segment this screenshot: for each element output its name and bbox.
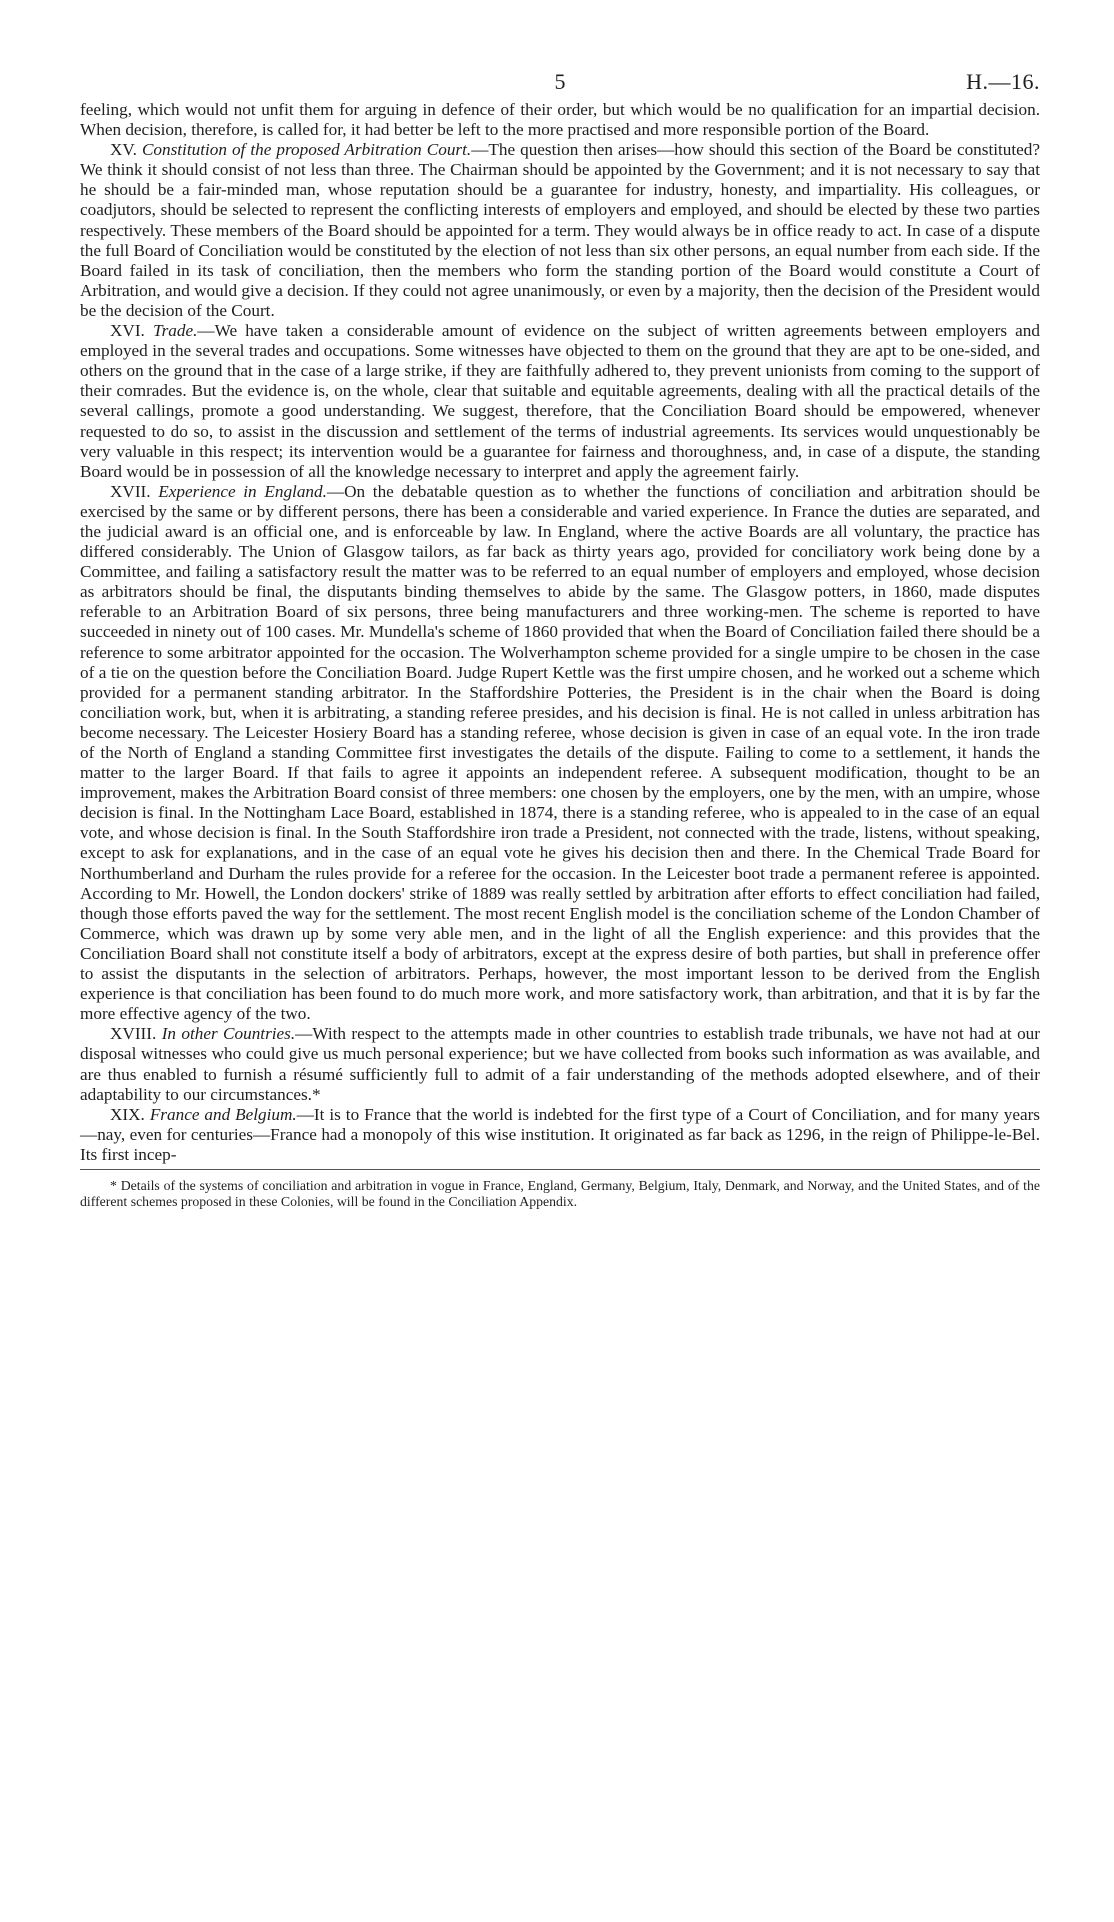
paragraph-text: —The question then arises—how should this section of the Board be constituted? We think it should consist of not less than three. The Chairman should be appointed by the Government; and it is not necessary to say that he should be a fair-minded man, whose reputation should be a guarantee for industry, honesty, and impartiality. His colleagues, or coadjutors, should be selected to represent the conflicting interests of employers and employed, and should be elected by these two parties respectively. These members of the Board should be appointed for a term. They would always be in office ready to act. In case of a dispute the full Board of Conciliation would be constituted by the election of not less than six other persons, an equal number from each side. If the Board failed in its task of conciliation, then the members who form the standing portion of the Board would constitute a Court of Arbitration, and would give a decision. If they could not agree unanimously, or even by a majority, then the decision of the President would be the decision of the Court. (80, 140, 1041, 320)
document-reference: H.—16. (966, 69, 1040, 94)
paragraph-text: —We have taken a considerable amount of evidence on the subject of written agreements between employers and employed in the several trades and occupations. Some witnesses have objected to them on the ground that they are apt to be one-sided, and others on the ground that in the case of a large strike, if they are faithfully adhered to, they prevent unionists from coming to the support of their comrades. But the evidence is, on the whole, clear that suitable and equitable agreements, dealing with all the practical details of the several callings, promote a good understanding. We suggest, therefore, that the Conciliation Board should be empowered, whenever requested to do so, to assist in the discussion and settlement of the terms of industrial agreements. Its services would unquestionably be very valuable in this respect; its intervention would be a guarantee for fairness and thoroughness, and, in case of a dispute, the standing Board would be in possession of all the knowledge necessary to interpret and apply the agreement fairly. (80, 321, 1040, 481)
paragraph-section-xviii (80, 1024, 1040, 1104)
section-heading: France and Belgium. (149, 1104, 297, 1124)
paragraph-section-xvii (80, 482, 1040, 1025)
paragraph-text: —It is to France that the world is indebted for the first type of a Court of Conciliation, and for many years—nay, even for centuries—France had a monopoly of this wise institution. It originated as far back as 1296, in the reign of Philippe-le-Bel. Its first incep- (80, 1104, 1040, 1164)
page-number: 5 (554, 69, 566, 94)
section-number: XIX. (110, 1104, 150, 1124)
section-number: XVII. (110, 481, 159, 501)
section-number: XVI. (110, 321, 153, 341)
paragraph-section-xv (80, 140, 1040, 321)
section-heading: Constitution of the proposed Arbitration Court. (141, 140, 472, 160)
paragraph-section-xix (80, 1105, 1040, 1165)
section-heading: In other Countries. (161, 1024, 296, 1044)
section-number: XVIII. (110, 1024, 162, 1044)
section-heading: Experience in England. (158, 481, 327, 501)
footnote: * Details of the systems of conciliation and arbitration in vogue in France, England, Germany, Belgium, Italy, Denmark, and Norway, and the United States, and of the different schemes proposed in these Colonies, will be found in the Conciliation Appendix. (80, 1177, 1040, 1209)
section-heading: Trade. (152, 321, 198, 341)
paragraph-text: —With respect to the attempts made in other countries to establish trade tribunals, we have not had at our disposal witnesses who could give us much personal experience; but we have collected from books such information as was available, and are thus enabled to furnish a résumé sufficiently full to admit of a fair understanding of the methods adopted elsewhere, and of their adaptability to our circumstances.* (80, 1024, 1040, 1104)
paragraph-text: feeling, which would not unfit them for arguing in defence of their order, but which would be no qualification for an impartial decision. When decision, therefore, is called for, it had better be left to the more practised and more responsible portion of the Board. (80, 100, 1040, 140)
paragraph-continuation (80, 100, 1040, 140)
page-header (80, 62, 1040, 96)
section-number: XV. (110, 140, 142, 160)
document-page (80, 62, 1040, 1224)
paragraph-text: —On the debatable question as to whether the functions of conciliation and arbitration should be exercised by the same or by different persons, there has been a considerable and varied experience. In France the duties are separated, and the judicial award is an official one, and is enforceable by law. In England, where the active Boards are all voluntary, the practice has differed considerably. The Union of Glasgow tailors, as far back as thirty years ago, provided for conciliatory work being done by a Committee, and failing a satisfactory result the matter was to be referred to an equal number of employers and employed, whose decision as arbitrators should be final, the disputants binding themselves to abide by the same. The Glasgow potters, in 1860, made disputes referable to an Arbitration Board of six persons, three being manufacturers and three working-men. The scheme is reported to have succeeded in ninety out of 100 cases. Mr. Mundella's scheme of 1860 provided that when the Board of Conciliation failed there should be a reference to some arbitrator appointed for the occasion. The Wolverhampton scheme provided for a single umpire to be chosen in the case of a tie on the question before the Conciliation Board. Judge Rupert Kettle was the first umpire chosen, and he worked out a scheme which provided for a permanent standing arbitrator. In the Staffordshire Potteries, the President is in the chair when the Board is doing conciliation work, but, when it is arbitrating, a standing referee presides, and his decision is final. He is not called in unless arbitration has become necessary. The Leicester Hosiery Board has a standing referee, whose decision is given in case of an equal vote. In the iron trade of the North of England a standing Committee first investigates the details of the dispute. Failing to come to a settlement, it hands the matter to the larger Board. If that fails to agree it appoints an independent referee. A subsequent modification, thought to be an improvement, makes the Arbitration Board consist of three members: one chosen by the employers, one by the men, with an umpire, whose decision is final. In the Nottingham Lace Board, established in 1874, there is a standing referee, who is appealed to in the case of an equal vote, and whose decision is final. In the South Staffordshire iron trade a President, not connected with the trade, listens, without speaking, except to ask for explanations, and in the case of an equal vote he gives his decision then and there. In the Chemical Trade Board for Northumberland and Durham the rules provide for a referee for the occasion. In the Leicester boot trade a permanent referee is appointed. According to Mr. Howell, the London dockers' strike of 1889 was really settled by arbitration after efforts to effect conciliation had failed, though those efforts paved the way for the settlement. The most recent English model is the conciliation scheme of the London Chamber of Commerce, which was drawn up by some very able men, and in the light of all the English experience: and this provides that the Conciliation Board shall not constitute itself a body of arbitrators, except at the express desire of both parties, but shall in preference offer to assist the disputants in the selection of arbitrators. Perhaps, however, the most important lesson to be derived from the English experience is that conciliation has been found to do much more work, and more satisfactory work, than arbitration, and that it is by far the more effective agency of the two. (80, 481, 1040, 1024)
body-text (80, 100, 1040, 1165)
paragraph-section-xvi (80, 321, 1040, 482)
footnote-divider (80, 1169, 1040, 1170)
